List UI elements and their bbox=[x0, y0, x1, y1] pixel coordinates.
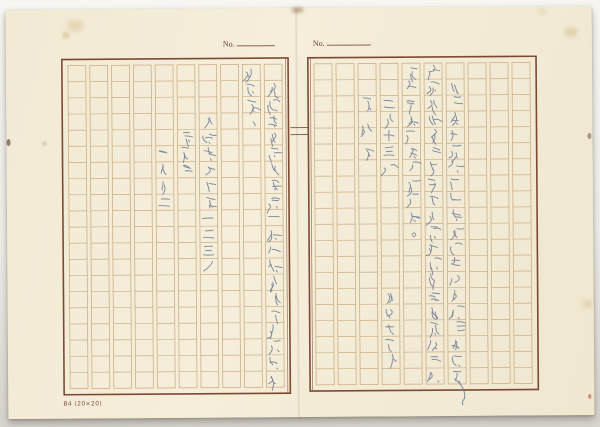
grid-column bbox=[155, 65, 175, 388]
grid-column bbox=[133, 65, 153, 388]
stain-spot bbox=[538, 8, 547, 14]
stain-spot bbox=[565, 27, 578, 37]
handwriting-name-2 bbox=[159, 151, 170, 207]
grid-column bbox=[380, 63, 400, 384]
stain-spot bbox=[587, 133, 591, 139]
handwriting-addressee bbox=[361, 98, 374, 161]
fold-center-mark bbox=[290, 127, 308, 135]
grid-column bbox=[112, 65, 132, 388]
no-label-underline-left bbox=[237, 44, 275, 46]
grid-column bbox=[490, 63, 510, 384]
grid-column bbox=[264, 64, 284, 387]
stain-spot bbox=[588, 394, 591, 399]
page-number-label-right bbox=[313, 39, 371, 49]
handwriting-body-column-1 bbox=[448, 83, 466, 405]
fold-side-inner-line bbox=[310, 58, 312, 390]
handwriting-address bbox=[202, 118, 217, 272]
grid-column bbox=[242, 64, 262, 387]
no-label-text-right: No. bbox=[312, 38, 325, 48]
fold-side-inner-line bbox=[286, 59, 288, 393]
right-page-grid bbox=[307, 55, 539, 392]
grid-column bbox=[468, 63, 488, 384]
stain-spot bbox=[62, 32, 70, 39]
no-label-text-left: No. bbox=[222, 39, 235, 49]
stain-spot bbox=[67, 20, 84, 32]
page-number-label-left bbox=[223, 39, 275, 49]
stain-spot bbox=[43, 142, 47, 146]
no-label-underline-right bbox=[327, 44, 371, 46]
pen-flourish bbox=[455, 379, 465, 405]
grid-column bbox=[90, 65, 110, 388]
paper-format-label: B4 (20×20) bbox=[63, 400, 103, 408]
stain-spot bbox=[6, 139, 10, 146]
grid-column bbox=[336, 64, 356, 385]
handwriting-body-column-3 bbox=[405, 68, 421, 237]
grid-column bbox=[358, 63, 378, 384]
handwriting-name-1 bbox=[182, 132, 193, 171]
grid-column bbox=[199, 65, 219, 388]
handwriting-signature bbox=[385, 293, 396, 368]
grid-column bbox=[512, 62, 532, 383]
grid-column bbox=[446, 63, 466, 384]
page-frame bbox=[62, 58, 291, 395]
fold-notch bbox=[292, 7, 304, 13]
manuscript-sheet bbox=[6, 6, 595, 419]
grid-column bbox=[314, 64, 334, 385]
grid-column bbox=[68, 65, 88, 388]
page-frame bbox=[308, 56, 539, 391]
center-fold-crease bbox=[295, 8, 301, 417]
grid-column bbox=[424, 63, 444, 384]
handwriting-body-column-5 bbox=[243, 69, 261, 126]
grid-column bbox=[221, 64, 241, 387]
stain-spot bbox=[583, 300, 593, 308]
grid-column bbox=[402, 63, 422, 384]
left-page-grid bbox=[61, 57, 291, 396]
grid-column bbox=[177, 65, 197, 388]
handwriting-body-column-4 bbox=[266, 83, 284, 390]
